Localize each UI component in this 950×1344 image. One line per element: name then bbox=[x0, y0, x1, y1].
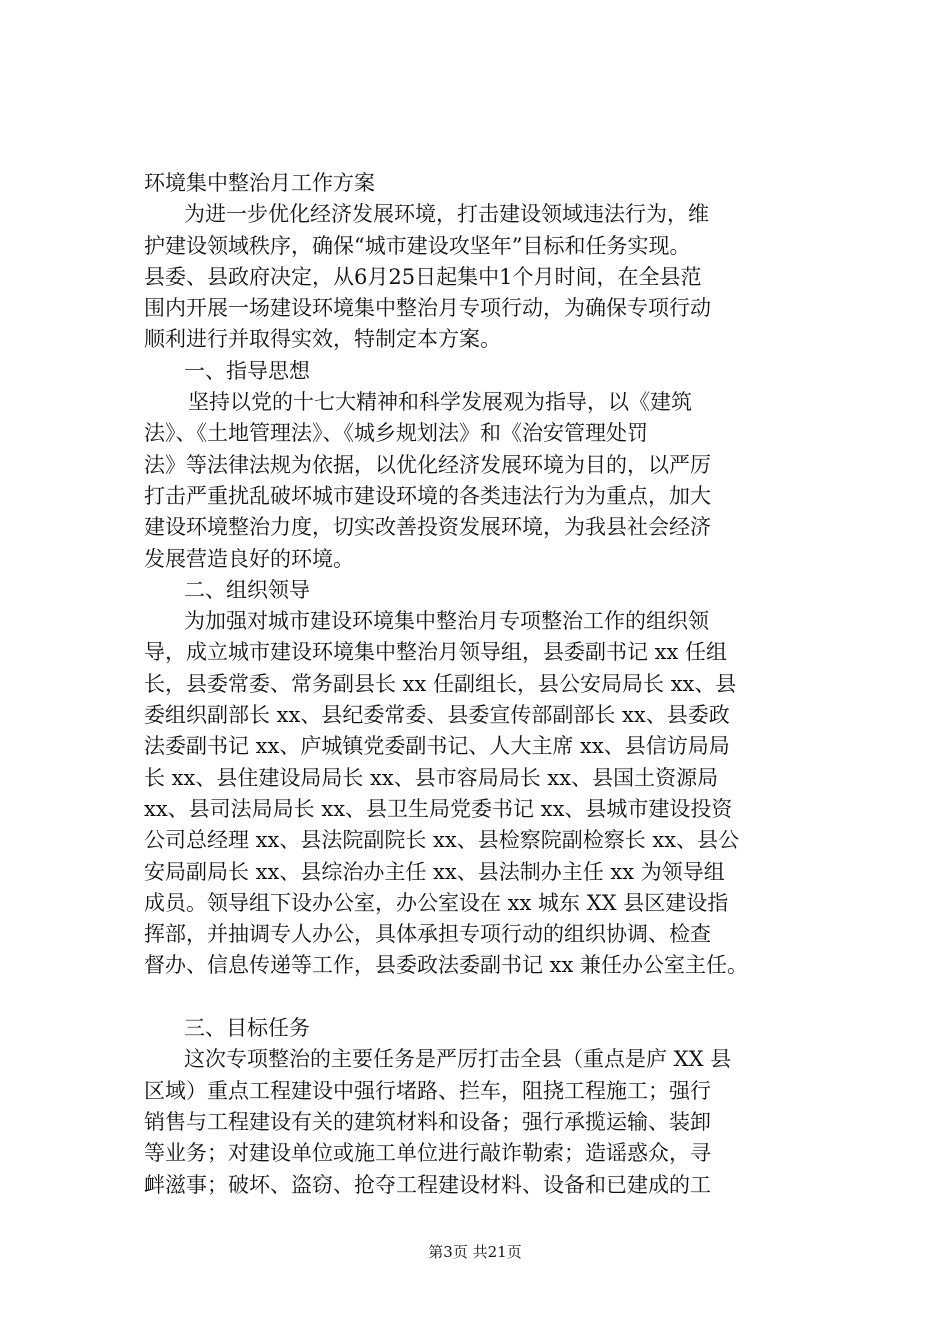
paragraph-line: 督办、信息传递等工作，县委政法委副书记 xx 兼任办公室主任。 bbox=[144, 953, 749, 978]
intro-paragraph bbox=[144, 199, 844, 355]
paragraph-line: 成员。领导组下设办公室，办公室设在 xx 城东 XX 县区建设指 bbox=[144, 890, 729, 915]
blank-line bbox=[144, 982, 844, 1013]
document-title: 环境集中整治月工作方案 bbox=[144, 171, 375, 195]
page-number-footer: 第3页 共21页 bbox=[428, 1243, 522, 1261]
paragraph-line: 打击严重扰乱破坏城市建设环境的各类违法行为为重点，加大 bbox=[144, 483, 711, 508]
paragraph-line: 衅滋事；破坏、盗窃、抢夺工程建设材料、设备和已建成的工 bbox=[144, 1172, 711, 1197]
paragraph-line: 等业务；对建设单位或施工单位进行敲诈勒索；造谣惑众，寻 bbox=[144, 1141, 711, 1166]
intro-line: 县委、县政府决定，从6月25日起集中1个月时间，在全县范 bbox=[144, 264, 702, 289]
paragraph-line: 安局副局长 xx、县综治办主任 xx、县法制办主任 xx 为领导组 bbox=[144, 859, 725, 884]
paragraph-line: 法委副书记 xx、庐城镇党委副书记、人大主席 xx、县信访局局 bbox=[144, 734, 730, 759]
paragraph-line: 长 xx、县住建设局局长 xx、县市容局局长 xx、县国土资源局 bbox=[144, 765, 719, 790]
section3-paragraph bbox=[144, 1044, 844, 1200]
section1-paragraph bbox=[144, 387, 844, 575]
paragraph-line: 法》等法律法规为依据，以优化经济发展环境为目的，以严厉 bbox=[144, 452, 711, 477]
paragraph-line: 挥部，并抽调专人办公，具体承担专项行动的组织协调、检查 bbox=[144, 922, 711, 947]
paragraph-line: 坚持以党的十七大精神和科学发展观为指导，以《建筑 bbox=[188, 390, 692, 415]
section-heading-objectives: 三、目标任务 bbox=[184, 1016, 310, 1041]
section-heading-guiding-ideology: 一、指导思想 bbox=[184, 358, 310, 383]
intro-line: 围内开展一场建设环境集中整治月专项行动，为确保专项行动 bbox=[144, 296, 711, 321]
intro-line: 护建设领域秩序，确保“城市建设攻坚年”目标和任务实现。 bbox=[144, 233, 691, 258]
paragraph-line: 法》、《土地管理法》、《城乡规划法》和《治安管理处罚 bbox=[144, 421, 648, 446]
paragraph-line: 为加强对城市建设环境集中整治月专项整治工作的组织领 bbox=[184, 609, 709, 634]
paragraph-line: 这次专项整治的主要任务是严厉打击全县（重点是庐 XX 县 bbox=[184, 1047, 732, 1072]
section2-paragraph bbox=[144, 606, 844, 982]
paragraph-line: 委组织副部长 xx、县纪委常委、县委宣传部副部长 xx、县委政 bbox=[144, 703, 730, 728]
paragraph-line: 销售与工程建设有关的建筑材料和设备；强行承揽运输、装卸 bbox=[144, 1109, 711, 1134]
section-heading-organization: 二、组织领导 bbox=[184, 577, 310, 602]
paragraph-line: 发展营造良好的环境。 bbox=[144, 546, 354, 571]
paragraph-line: xx、县司法局局长 xx、县卫生局党委书记 xx、县城市建设投资 bbox=[144, 796, 733, 821]
intro-line: 顺利进行并取得实效，特制定本方案。 bbox=[144, 327, 501, 352]
paragraph-line: 导，成立城市建设环境集中整治月领导组，县委副书记 xx 任组 bbox=[144, 640, 728, 665]
paragraph-line: 长，县委常委、常务副县长 xx 任副组长，县公安局局长 xx、县 bbox=[144, 671, 737, 696]
document-body bbox=[144, 168, 844, 1201]
paragraph-line: 建设环境整治力度，切实改善投资发展环境，为我县社会经济 bbox=[144, 515, 711, 540]
paragraph-line: 区域）重点工程建设中强行堵路、拦车，阻挠工程施工；强行 bbox=[144, 1078, 711, 1103]
intro-line: 为进一步优化经济发展环境，打击建设领域违法行为，维 bbox=[184, 202, 709, 227]
paragraph-line: 公司总经理 xx、县法院副院长 xx、县检察院副检察长 xx、县公 bbox=[144, 828, 740, 853]
